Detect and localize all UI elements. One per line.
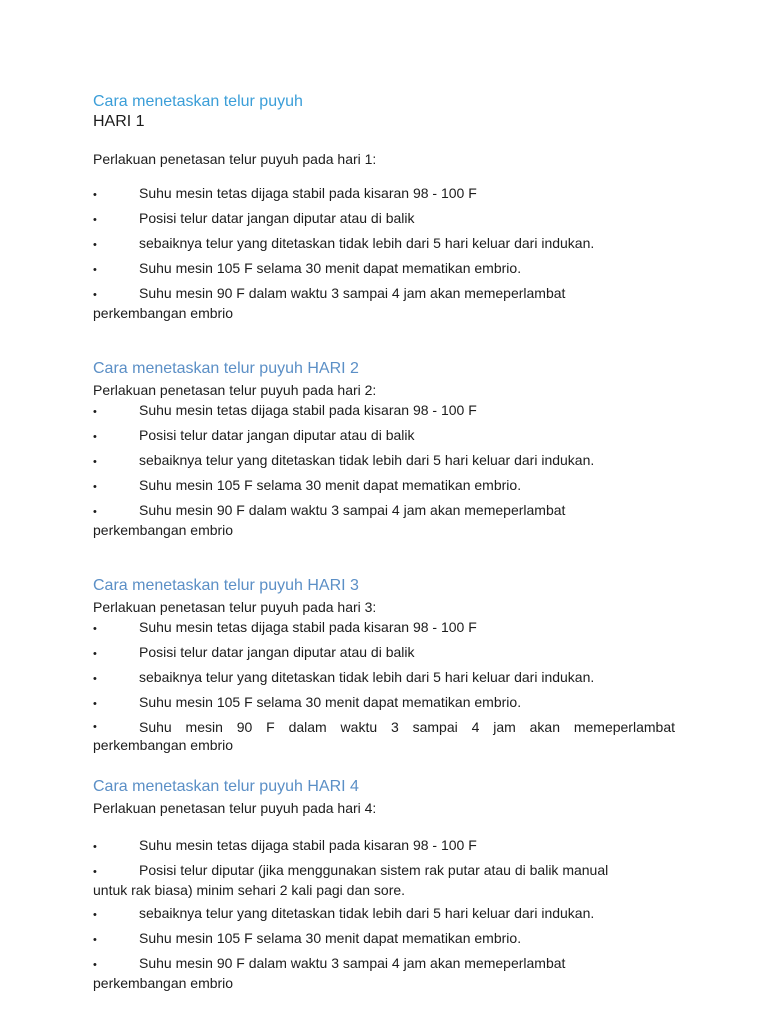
section-hari-3 bbox=[93, 576, 675, 754]
list-item: • Suhu mesin 105 F selama 30 menit dapat mematikan embrio. bbox=[93, 693, 675, 713]
list-item: • Suhu mesin 105 F selama 30 menit dapat mematikan embrio. bbox=[93, 929, 675, 949]
list-item-continuation: perkembangan embrio bbox=[93, 522, 234, 538]
bullet-icon: • bbox=[93, 623, 97, 635]
bullet-icon: • bbox=[93, 481, 97, 493]
bullet-icon: • bbox=[93, 431, 97, 443]
section-1-title: Cara menetaskan telur puyuh bbox=[93, 93, 303, 110]
list-item: • sebaiknya telur yang ditetaskan tidak lebih dari 5 hari keluar dari indukan. bbox=[93, 668, 675, 688]
section-2-intro: Perlakuan penetasan telur puyuh pada hari 2: bbox=[93, 382, 377, 398]
list-item-continuation: perkembangan embrio bbox=[93, 975, 234, 991]
bullet-icon: • bbox=[93, 189, 97, 201]
list-item: • Suhu mesin 90 F dalam waktu 3 sampai 4 jam akan memeperlambat perkembangan embrio bbox=[93, 955, 566, 991]
bullet-icon: • bbox=[93, 506, 97, 518]
bullet-icon: • bbox=[93, 959, 97, 971]
list-item: • sebaiknya telur yang ditetaskan tidak lebih dari 5 hari keluar dari indukan. bbox=[93, 904, 675, 924]
list-item: • Suhu mesin 90 F dalam waktu 3 sampai 4 jam akan memeperlambat perkembangan embrio bbox=[93, 285, 566, 321]
list-item-continuation: untuk rak biasa) minim sehari 2 kali pagi dan sore. bbox=[93, 882, 406, 898]
section-3-title: Cara menetaskan telur puyuh HARI 3 bbox=[93, 577, 359, 594]
list-item: • Suhu mesin tetas dijaga stabil pada kisaran 98 - 100 F bbox=[93, 401, 675, 421]
bullet-icon: • bbox=[93, 934, 97, 946]
section-3-intro: Perlakuan penetasan telur puyuh pada hari 3: bbox=[93, 599, 377, 615]
bullet-icon: • bbox=[93, 289, 97, 301]
section-hari-2 bbox=[93, 359, 675, 539]
bullet-icon: • bbox=[93, 909, 97, 921]
bullet-icon: • bbox=[93, 406, 97, 418]
bullet-icon: • bbox=[93, 214, 97, 226]
list-item-continuation: perkembangan embrio bbox=[93, 737, 234, 753]
list-item: • Posisi telur diputar (jika menggunakan sistem rak putar atau di balik manual untuk rak biasa) minim sehari 2 kali pagi dan sore. bbox=[93, 862, 609, 898]
section-hari-1 bbox=[93, 92, 675, 322]
bullet-icon: • bbox=[93, 841, 97, 853]
list-item: • Posisi telur datar jangan diputar atau di balik bbox=[93, 426, 675, 446]
list-item: • Suhu mesin 90 F dalam waktu 3 sampai 4 jam akan memeperlambat perkembangan embrio bbox=[93, 502, 566, 538]
bullet-icon: • bbox=[93, 698, 97, 710]
list-item-continuation: perkembangan embrio bbox=[93, 305, 234, 321]
section-2-list bbox=[93, 401, 675, 539]
list-item: • sebaiknya telur yang ditetaskan tidak lebih dari 5 hari keluar dari indukan. bbox=[93, 451, 675, 471]
list-item: • Posisi telur datar jangan diputar atau di balik bbox=[93, 209, 675, 229]
bullet-icon: • bbox=[93, 866, 97, 878]
list-item: • sebaiknya telur yang ditetaskan tidak lebih dari 5 hari keluar dari indukan. bbox=[93, 234, 675, 254]
bullet-icon: • bbox=[93, 264, 97, 276]
list-item: • Suhu mesin tetas dijaga stabil pada kisaran 98 - 100 F bbox=[93, 836, 675, 856]
document-page bbox=[93, 92, 675, 992]
list-item: • Suhu mesin 105 F selama 30 menit dapat mematikan embrio. bbox=[93, 476, 675, 496]
list-item: • Suhu mesin tetas dijaga stabil pada kisaran 98 - 100 F bbox=[93, 618, 675, 638]
section-4-title: Cara menetaskan telur puyuh HARI 4 bbox=[93, 778, 359, 795]
bullet-icon: • bbox=[93, 673, 97, 685]
list-item: • Suhu mesin tetas dijaga stabil pada kisaran 98 - 100 F bbox=[93, 184, 675, 204]
section-3-list bbox=[93, 618, 675, 754]
section-2-title: Cara menetaskan telur puyuh HARI 2 bbox=[93, 360, 359, 377]
bullet-icon: • bbox=[93, 239, 97, 251]
list-item: • Posisi telur datar jangan diputar atau di balik bbox=[93, 643, 675, 663]
bullet-icon: • bbox=[93, 456, 97, 468]
section-hari-4 bbox=[93, 777, 675, 992]
bullet-icon: • bbox=[93, 648, 97, 660]
list-item bbox=[93, 718, 675, 754]
section-4-intro: Perlakuan penetasan telur puyuh pada hari 4: bbox=[93, 800, 377, 816]
list-item: • Suhu mesin 105 F selama 30 menit dapat mematikan embrio. bbox=[93, 259, 675, 279]
section-1-subtitle: HARI 1 bbox=[93, 113, 145, 130]
justified-line: • Suhu mesin 90 F dalam waktu 3 sampai 4 jam akan memeperlambat bbox=[93, 719, 675, 735]
bullet-icon: • bbox=[93, 721, 97, 733]
section-1-list bbox=[93, 184, 675, 322]
section-1-intro: Perlakuan penetasan telur puyuh pada hari 1: bbox=[93, 151, 377, 167]
section-4-list bbox=[93, 836, 675, 992]
